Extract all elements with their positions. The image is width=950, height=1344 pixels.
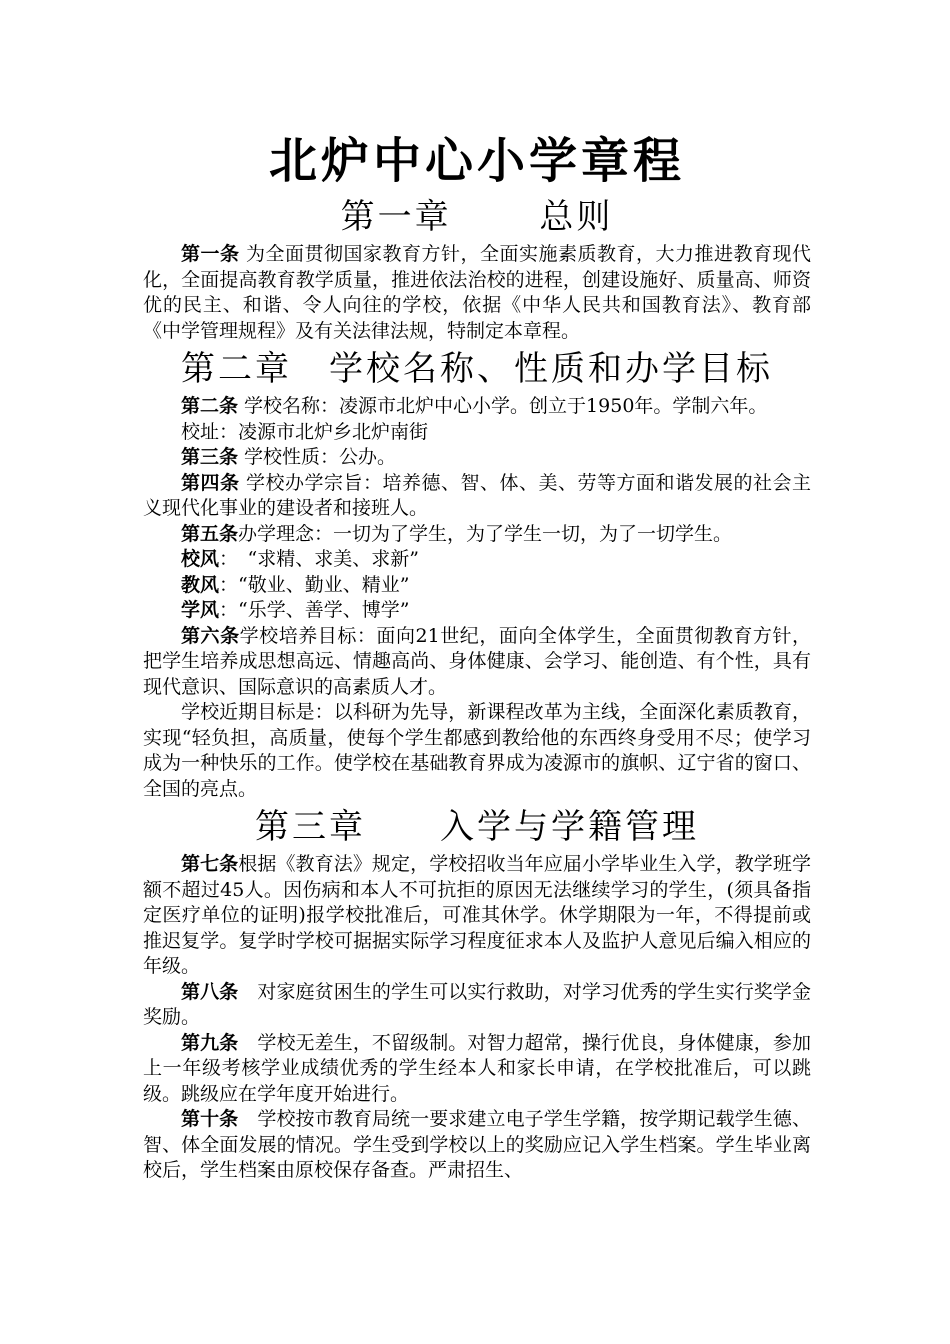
article-text: 学校近期目标是：以科研为先导，新课程改革为主线，全面深化素质教育，实现“轻负担，高质量，使每个学生都感到教给他的东西终身受用不尽；使学习成为一种快乐的工作。使学校在基础教育界成为凌源市的旗帜、辽宁省的窗口、全国的亮点。 <box>143 701 811 800</box>
article-paragraph <box>143 852 811 980</box>
article-paragraph <box>143 1107 811 1184</box>
article-paragraph <box>143 420 811 446</box>
chapter-heading: 第二章 学校名称、性质和办学目标 <box>181 349 773 389</box>
article-paragraph <box>143 471 811 522</box>
article-paragraph <box>143 394 811 420</box>
article-text: 学校名称：凌源市北炉中心小学。创立于1950年。学制六年。 <box>238 395 768 417</box>
article-text: 根据《教育法》规定，学校招收当年应届小学毕业生入学，教学班学额不超过45人。因伤病和本人不可抗拒的原因无法继续学习的学生，(须具备指定医疗单位的证明)报学校批准后，可准其休学。休学期限为一年，不得提前或推迟复学。复学时学校可据据实际学习程度征求本人及监护人意见后编入相应的年级。 <box>143 853 811 977</box>
chapter-list <box>143 194 811 1184</box>
article-text: 学校办学宗旨：培养德、智、体、美、劳等方面和谐发展的社会主义现代化事业的建设者和接班人。 <box>143 471 811 519</box>
article-paragraph <box>143 445 811 471</box>
article-paragraph <box>143 1031 811 1108</box>
article-text: 对家庭贫困生的学生可以实行救助，对学习优秀的学生实行奖学金奖励。 <box>143 980 811 1028</box>
article-label: 第八条 <box>181 980 239 1003</box>
article-label: 学风 <box>181 599 220 621</box>
chapter-heading: 第三章 入学与学籍管理 <box>255 807 699 847</box>
article-label: 第二条 <box>181 395 239 417</box>
article-label: 教风 <box>181 573 220 596</box>
article-text: 学校无差生，不留级制。对智力超常，操行优良，身体健康，参加上一年级考核学业成绩优秀的学生经本人和家长申请，在学校批准后，可以跳级。跳级应在学年度开始进行。 <box>143 1031 811 1105</box>
article-text: 学校按市教育局统一要求建立电子学生学籍，按学期记载学生德、智、体全面发展的情况。学生受到学校以上的奖励应记入学生档案。学生毕业离校后，学生档案由原校保存备查。严肃招生、 <box>143 1108 811 1181</box>
article-label: 第四条 <box>181 471 240 494</box>
article-text: ：“乐学、善学、博学” <box>219 599 410 621</box>
article-label: 校风 <box>181 548 220 570</box>
article-label: 第六条 <box>181 624 240 647</box>
article-paragraph <box>143 522 811 548</box>
article-paragraph <box>143 598 811 624</box>
article-label: 第九条 <box>181 1031 239 1054</box>
article-label: 第一条 <box>181 243 240 265</box>
article-paragraph <box>143 573 811 599</box>
article-label: 第七条 <box>181 853 239 875</box>
article-paragraph <box>143 242 811 344</box>
article-text: 为全面贯彻国家教育方针，全面实施素质教育，大力推进教育现代化，全面提高教育教学质量，推进依法治校的进程，创建设施好、质量高、师资优的民主、和谐、令人向往的学校，依据《中华人民共和国教育法》、教育部《中学管理规程》及有关法律法规，特制定本章程。 <box>143 243 811 342</box>
document-body <box>143 130 811 1184</box>
article-text: 学校性质：公办。 <box>238 446 397 468</box>
article-paragraph <box>143 700 811 802</box>
article-label: 第三条 <box>181 446 239 468</box>
article-text: 校址：凌源市北炉乡北炉南街 <box>181 420 429 443</box>
article-label: 第十条 <box>181 1108 239 1130</box>
article-paragraph <box>143 980 811 1031</box>
article-paragraph <box>143 624 811 701</box>
article-label: 第五条 <box>181 522 239 545</box>
article-text: 学校培养目标：面向21世纪，面向全体学生，全面贯彻教育方针，把学生培养成思想高远、情趣高尚、身体健康、会学习、能创造、有个性，具有现代意识、国际意识的高素质人才。 <box>143 624 811 698</box>
document-title: 北炉中心小学章程 <box>268 133 685 189</box>
chapter-heading: 第一章 总则 <box>340 197 614 237</box>
article-text: 办学理念：一切为了学生，为了学生一切，为了一切学生。 <box>238 522 733 545</box>
article-text: ：“敬业、勤业、精业” <box>219 573 410 596</box>
article-paragraph <box>143 547 811 573</box>
article-text: ： “求精、求美、求新” <box>219 548 419 570</box>
